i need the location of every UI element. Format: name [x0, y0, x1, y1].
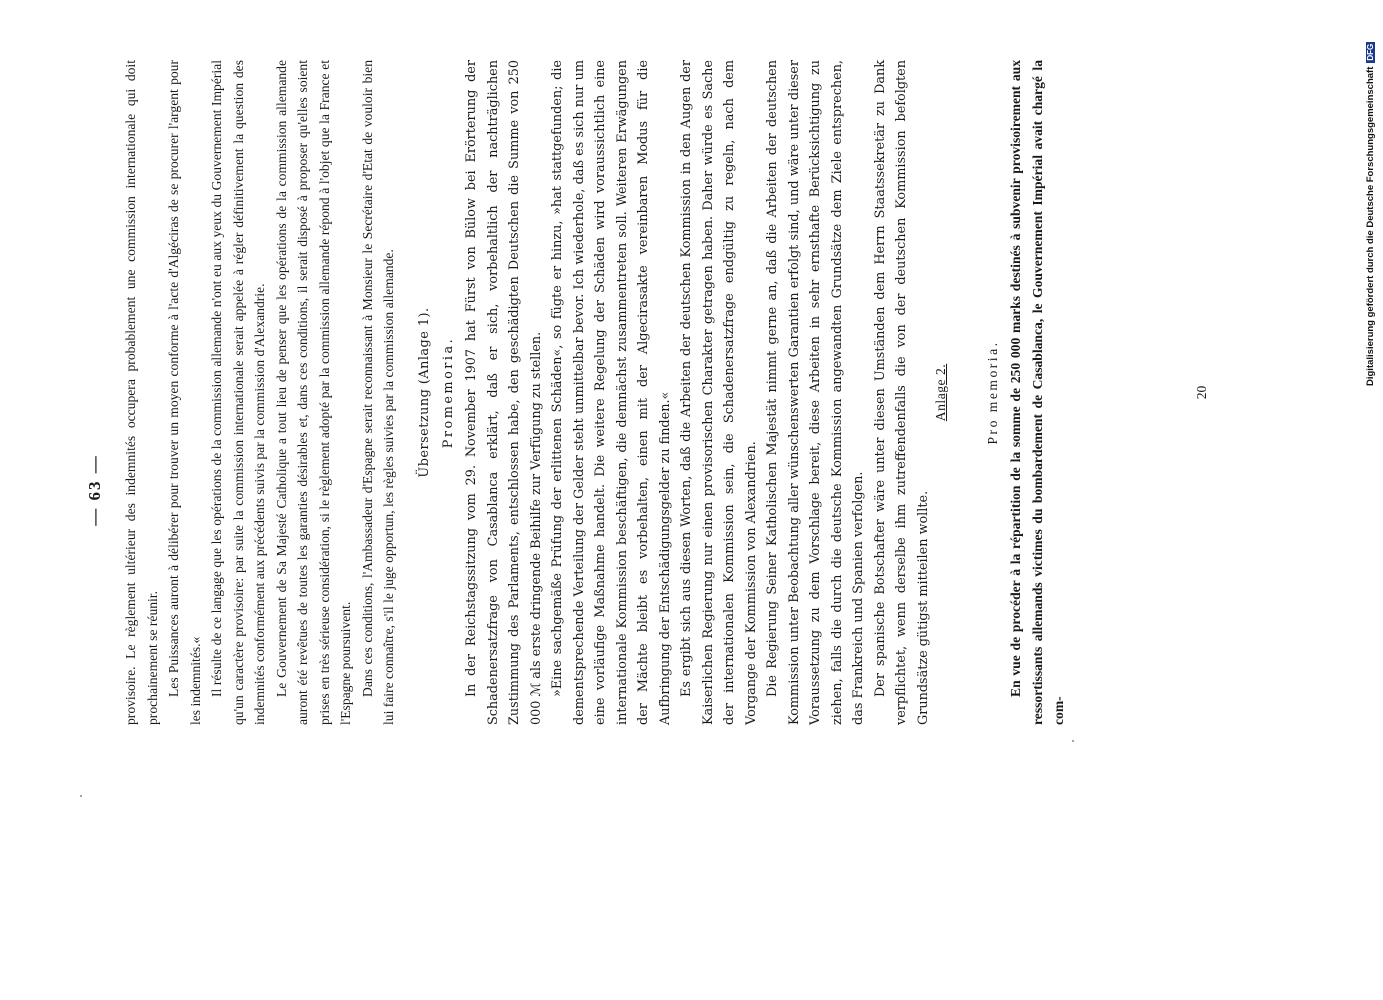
rotated-page [80, 0, 1240, 920]
paragraph: Il résulte de ce langage que les opérations de la commission allemande n'ont eu aux yeux du Gouvernement Impérial qu'un caractère provisoire: par suite la commission internationale serait appelée à régler définitivement la question des indemnités conformément aux précédents suivis par la commission d'Alexandrie. [209, 60, 267, 725]
annex2-heading: Anlage 2. [933, 363, 948, 422]
annex1-heading: Übersetzung (Anlage 1). [417, 307, 432, 478]
signature-number: 20 [1194, 385, 1209, 400]
promemoria-heading: Promemoria. [440, 336, 456, 449]
paragraph: Der spanische Botschafter wäre unter diesen Umständen dem Herrn Staatssekretär zu Dank verpflichtet, wenn derselbe ihm zutreffendenfalls die von der deutschen Kommission befolgten Grundsätze gütigst mitteilen wollte. [872, 60, 931, 725]
paragraph: Le Gouvernement de Sa Majesté Catholique a tout lieu de penser que les opérations de la commission allemande auront été revêtues de toutes les garanties désirables et, dans ces conditions, il serait disposé à proposer qu'elles soient prises en très sérieuse considération, si le règlement adopté par la commission allemande répond à l'objet que la France et l'Espagne poursuivent. [273, 60, 353, 725]
paragraph: Les Puissances auront à délibérer pour trouver un moyen conforme à l'acte d'Algéciras de se procurer l'argent pour les indemnités.« [166, 60, 203, 725]
french-letter-text [120, 60, 400, 725]
pro-memoria-heading: Pro memoria. [984, 340, 1000, 445]
dfg-logo: DFG [1366, 43, 1375, 61]
paragraph: provisoire. Le règlement ultérieur des indemnités occupera probablement une commission internationale qui doit prochainement se réunir. [123, 60, 160, 725]
paragraph: »Eine sachgemäße Prüfung der erlittenen Schäden«, so fügte er hinzu, »hat stattgefunden; die dementsprechende Verteilung der Gelder steht unmittelbar bevor. Ich wiederhole, daß es sich nur um eine vorläufige Maßnahme handelt. Die weitere Regelung der Schäden wird voraussichtlich eine internationale Kommission beschäftigen, die demnächst zusammentreten soll. Weiteren Erwägungen der Mächte bleibt es vorbehalten, einen mit der Algecirasakte vereinbaren Modus für die Aufbringung der Entschädigungsgelder zu finden.« [550, 60, 673, 725]
paragraph: Dans ces conditions, l'Ambassadeur d'Espagne serait reconnaissant à Monsieur le Secrétaire d'Etat de vouloir bien lui faire connaître, s'il le juge opportun, les règles suivies par la commission allemande. [359, 60, 396, 725]
page-number: — 63 — [85, 454, 104, 526]
annex2-section [928, 60, 1070, 725]
digitization-stamp [1365, 6, 1379, 386]
scan-speck [1072, 740, 1074, 742]
paragraph: Die Regierung Seiner Katholischen Majestät nimmt gerne an, daß die Arbeiten der deutschen Kommission unter Beobachtung aller wünschenswerten Garantien erfolgt sind, und wäre unter dieser Voraussetzung zu dem Vorschlage bereit, diese Arbeiten in sehr ernsthafte Berücksichtigung zu ziehen, falls die durch die deutsche Kommission angewandten Grundsätze dem Ziele entsprechen, das Frankreich und Spanien verfolgen. [765, 60, 866, 725]
stamp-text: Digitalisierung gefördert durch die Deutsche Forschungsgemeinschaft [1365, 66, 1376, 386]
paragraph: En vue de procéder à la répartition de la somme de 250 000 marks destinés à subvenir provisoirement aux ressortissants allemands victimes du bombardement de Casablanca, le Gouvernement Impérial avait chargé la com- [1008, 60, 1066, 725]
paragraph: In der Reichstagssitzung vom 29. November 1907 hat Fürst von Bülow bei Erörterung der Schadenersatzfrage von Casablanca erklärt, daß er sich, vorbehaltlich der nachträglichen Zustimmung des Parlaments, entschlossen habe, den geschädigten Deutschen die Summe von 250 000 ℳ als erste dringende Beihilfe zur Verfügung zu stellen. [464, 60, 544, 725]
german-translation [412, 60, 934, 725]
scan-speck [80, 795, 82, 797]
paragraph: Es ergibt sich aus diesen Worten, daß die Arbeiten der deutschen Kommission in den Augen der Kaiserlichen Regierung nur einen provisorischen Charakter getragen haben. Daher würde es Sache der internationalen Kommission sein, die Schadenersatzfrage endgültig zu regeln, nach dem Vorgange der Kommission von Alexandrien. [679, 60, 759, 725]
